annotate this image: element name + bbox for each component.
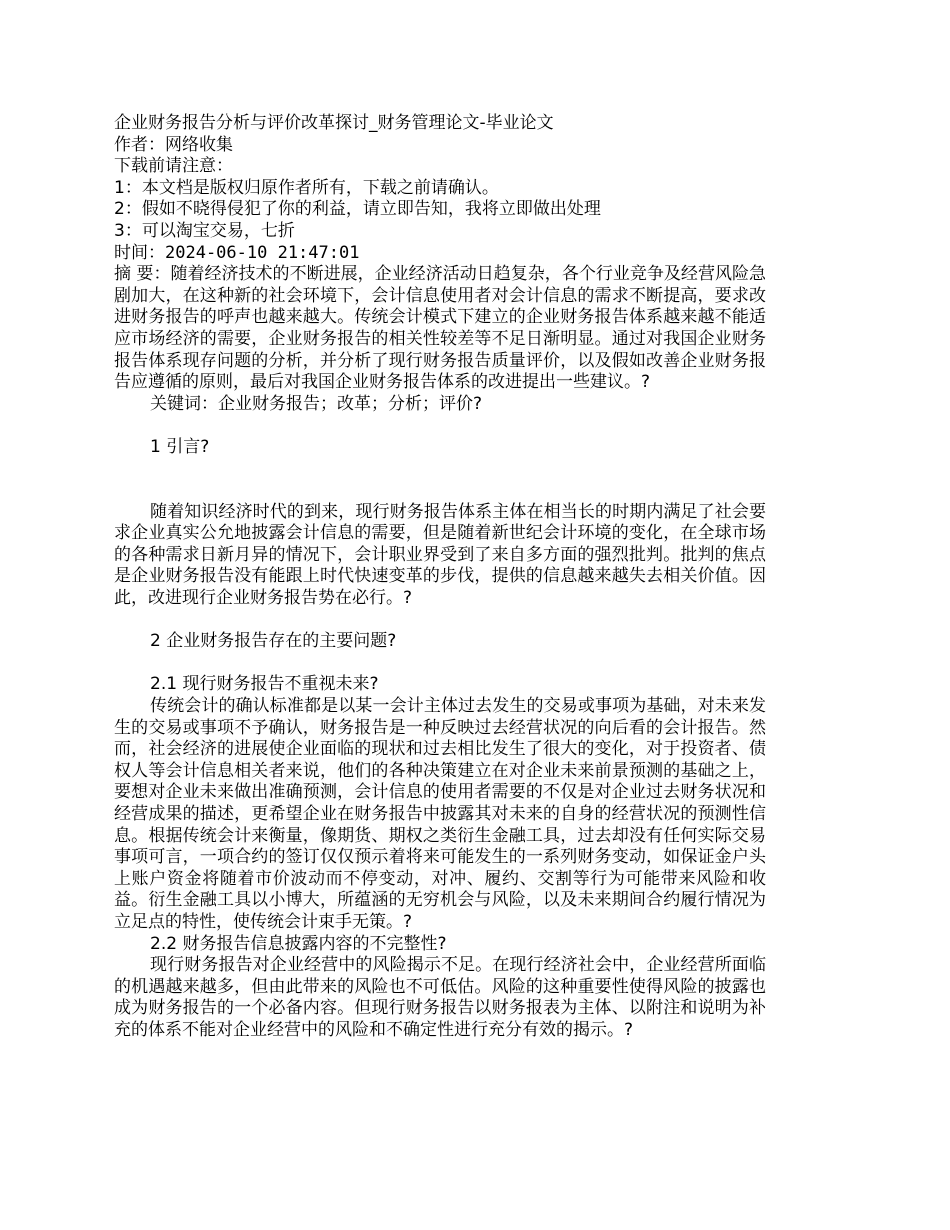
- document-page: [114, 113, 766, 1042]
- section-1-body: 随着知识经济时代的到来，现行财务报告体系主体在相当长的时期内满足了社会要求企业真实公允地披露会计信息的需要，但是随着新世纪会计环境的变化，在全球市场的各种需求日新月异的情况下，会计职业界受到了来自多方面的强烈批判。批判的焦点是企业财务报告没有能跟上时代快速变革的步伐，提供的信息越来越失去相关价值。因此，改进现行企业财务报告势在必行。?: [114, 501, 766, 609]
- notice-item-1: 1：本文档是版权归原作者所有，下载之前请确认。: [114, 177, 499, 198]
- notice-item-3: 3：可以淘宝交易，七折: [114, 220, 295, 241]
- spacer: [114, 610, 766, 632]
- section-2-1-body: 传统会计的确认标准都是以某一会计主体过去发生的交易或事项为基础，对未来发生的交易或事项不予确认，财务报告是一种反映过去经营状况的向后看的会计报告。然而，社会经济的进展使企业面临的现状和过去相比发生了很大的变化，对于投资者、债权人等会计信息相关者来说，他们的各种决策建立在对企业未来前景预测的基础之上，要想对企业未来做出准确预测，会计信息的使用者需要的不仅是对企业过去财务状况和经营成果的描述，更希望企业在财务报告中披露其对未来的自身的经营状况的预测性信息。根据传统会计来衡量，像期货、期权之类衍生金融工具，过去却没有任何实际交易事项可言，一项合约的签订仅仅预示着将来可能发生的一系列财务变动，如保证金户头上账户资金将随着市价波动而不停变动，对冲、履约、交割等行为可能带来风险和收益。衍生金融工具以小博大，所蕴涵的无穷机会与风险，以及未来期间合约履行情况为立足点的特性，使传统会计束手无策。?: [114, 696, 766, 932]
- keywords-line: 关键词：企业财务报告；改革；分析；评价?: [150, 393, 483, 414]
- section-2-2-heading: 2.2 财务报告信息披露内容的不完整性?: [150, 933, 447, 954]
- notice-item-2: 2：假如不晓得侵犯了你的利益，请立即告知，我将立即做出处理: [114, 199, 601, 220]
- section-2-1-heading: 2.1 现行财务报告不重视未来?: [150, 674, 379, 695]
- section-2-2-body: 现行财务报告对企业经营中的风险揭示不足。在现行经济社会中，企业经营所面临的机遇越来越多，但由此带来的风险也不可低估。风险的这种重要性使得风险的披露也成为财务报告的一个必备内容。但现行财务报告以财务报表为主体、以附注和说明为补充的体系不能对企业经营中的风险和不确定性进行充分有效的揭示。?: [114, 955, 766, 1040]
- spacer: [114, 653, 766, 675]
- author-line: 作者：网络收集: [114, 134, 233, 155]
- abstract-paragraph: 摘 要：随着经济技术的不断进展，企业经济活动日趋复杂，各个行业竞争及经营风险急剧加大，在这种新的社会环境下，会计信息使用者对会计信息的需求不断提高，要求改进财务报告的呼声也越来越大。传统会计模式下建立的企业财务报告体系越来越不能适应市场经济的需要，企业财务报告的相关性较差等不足日渐明显。通过对我国企业财务报告体系现存问题的分析，并分析了现行财务报告质量评价，以及假如改善企业财务报告应遵循的原则，最后对我国企业财务报告体系的改进提出一些建议。?: [114, 264, 766, 393]
- spacer: [114, 459, 766, 481]
- notice-heading: 下载前请注意：: [114, 156, 233, 177]
- document-title: 企业财务报告分析与评价改革探讨_财务管理论文-毕业论文: [114, 113, 554, 133]
- section-2-heading: 2 企业财务报告存在的主要问题?: [150, 631, 397, 652]
- section-1-heading: 1 引言?: [150, 436, 210, 457]
- spacer: [114, 480, 766, 502]
- spacer: [114, 415, 766, 437]
- time-line: 时间：2024-06-10 21:47:01: [114, 242, 360, 263]
